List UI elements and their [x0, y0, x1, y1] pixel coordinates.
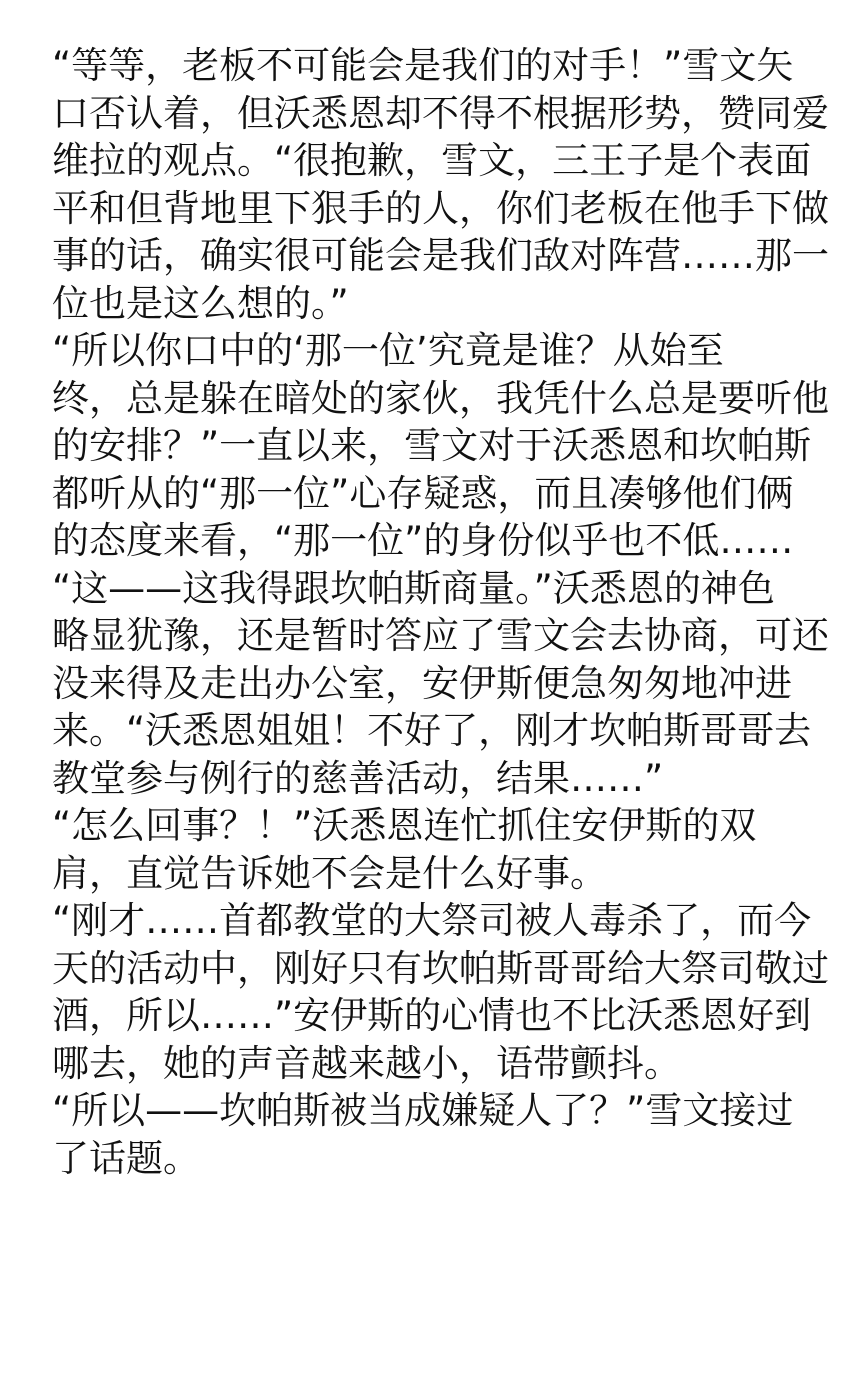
text-line: 口否认着，但沃悉恩却不得不根据形势，赞同爱: [52, 91, 829, 135]
text-line: 的态度来看，“那一位”的身份似乎也不低……: [52, 519, 794, 562]
text-line: 的安排？”一直以来，雪文对于沃悉恩和坎帕斯: [52, 424, 812, 467]
text-line: 位也是这么想的。”: [52, 281, 349, 325]
text-line: 肩，直觉告诉她不会是什么好事。: [52, 851, 607, 895]
text-line: “所以——坎帕斯被当成嫌疑人了？”雪文接过: [52, 1089, 794, 1132]
text-line: 来。“沃悉恩姐姐！不好了，刚才坎帕斯哥哥去: [52, 709, 812, 752]
text-line: 酒，所以……”安伊斯的心情也不比沃悉恩好到: [52, 994, 812, 1037]
text-line: 天的活动中，刚好只有坎帕斯哥哥给大祭司敬过: [52, 946, 829, 990]
text-line: 哪去，她的声音越来越小，语带颤抖。: [52, 1041, 681, 1085]
story-text: [52, 42, 829, 1182]
text-line: 没来得及走出办公室，安伊斯便急匆匆地冲进: [52, 661, 792, 705]
text-line: 维拉的观点。“很抱歉，雪文，三王子是个表面: [52, 139, 812, 182]
text-line: 平和但背地里下狠手的人，你们老板在他手下做: [52, 186, 829, 230]
text-line: 都听从的“那一位”心存疑惑，而且凑够他们俩: [52, 471, 794, 515]
text-line: 略显犹豫，还是暂时答应了雪文会去协商，可还: [52, 614, 829, 657]
text-line: “刚才……首都教堂的大祭司被人毒杀了，而今: [52, 899, 812, 942]
text-line: 事的话，确实很可能会是我们敌对阵营……那一: [52, 234, 829, 277]
text-line: 终，总是躲在暗处的家伙，我凭什么总是要听他: [52, 376, 829, 420]
text-line: “等等，老板不可能会是我们的对手！”雪文矢: [52, 44, 794, 87]
text-line: “所以你口中的‘那一位’究竟是谁？从始至: [52, 329, 724, 372]
text-line: 教堂参与例行的慈善活动，结果……”: [52, 756, 664, 800]
text-line: “怎么回事？！”沃悉恩连忙抓住安伊斯的双: [52, 804, 757, 847]
text-line: “这——这我得跟坎帕斯商量。”沃悉恩的神色: [52, 566, 775, 610]
text-line: 了话题。: [52, 1136, 200, 1180]
